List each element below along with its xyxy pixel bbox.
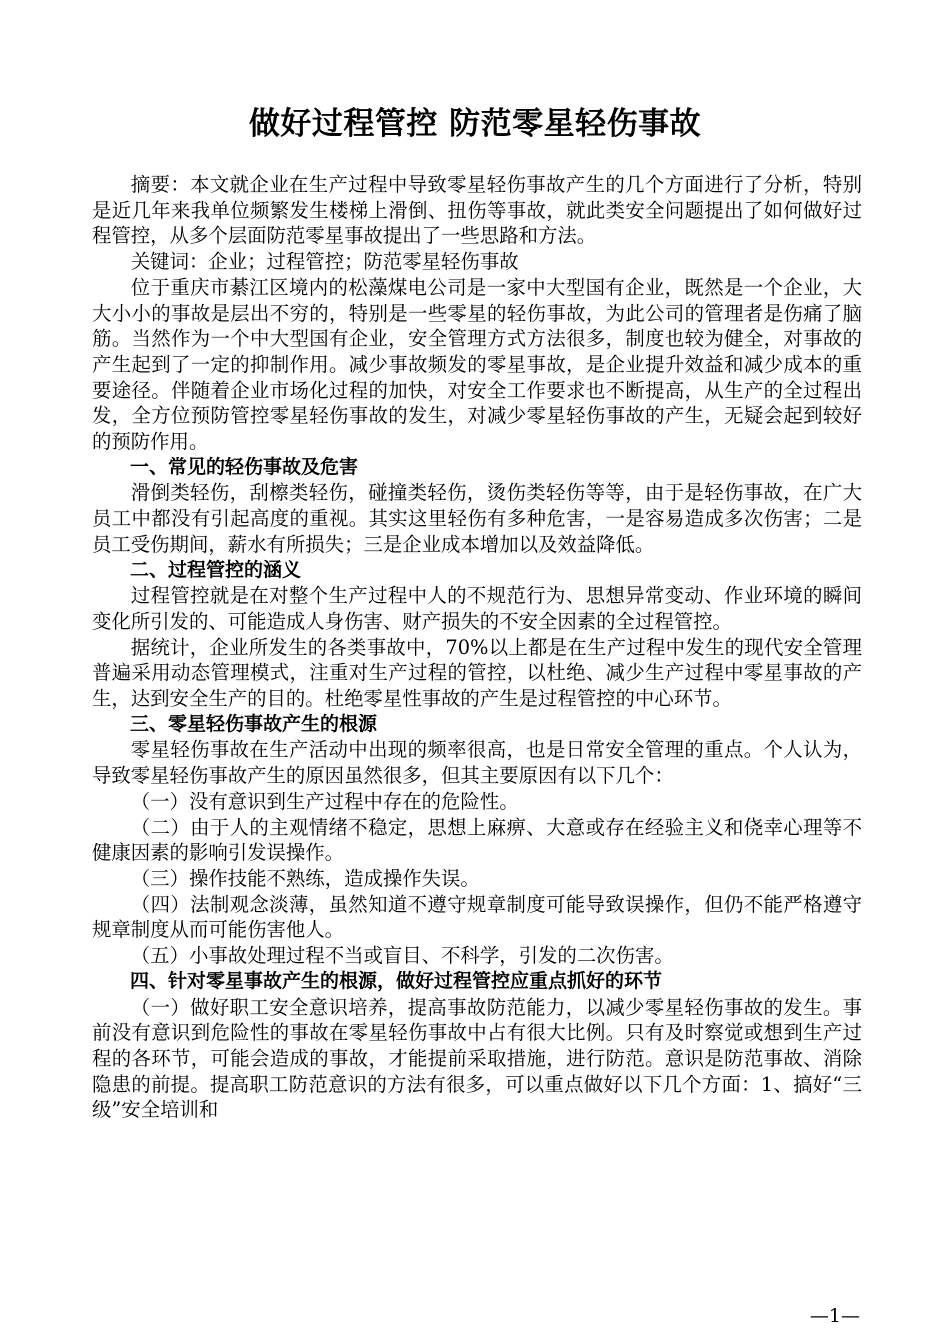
keywords-paragraph: 关键词：企业；过程管控；防范零星轻伤事故	[130, 250, 519, 274]
list-item: （五）小事故处理过程不当或盲目、不科学，引发的二次伤害。	[130, 944, 674, 968]
body-paragraph: 零星轻伤事故在生产活动中出现的频率很高，也是日常安全管理的重点。个人认为，导致零星轻伤事故产生的原因虽然很多，但其主要原因有以下几个：	[92, 738, 862, 788]
body-paragraph: （一）做好职工安全意识培养，提高事故防范能力，以减少零星轻伤事故的发生。事前没有意识到危险性的事故在零星轻伤事故中占有很大比例。只有及时察觉或想到生产过程的各环节，可能会造成的事故，才能提前采取措施，进行防范。意识是防范事故、消除隐患的前提。提高职工防范意识的方法有很多，可以重点做好以下几个方面：1、搞好“三级”安全培训和	[92, 995, 862, 1122]
section-heading: 二、过程管控的涵义	[130, 558, 302, 581]
document-body	[92, 172, 862, 1123]
list-item: （一）没有意识到生产过程中存在的危险性。	[130, 789, 519, 813]
section-heading: 三、零星轻伤事故产生的根源	[130, 712, 378, 735]
body-paragraph: 滑倒类轻伤，刮檫类轻伤，碰撞类轻伤，烫伤类轻伤等等，由于是轻伤事故，在广大员工中都没有引起高度的重视。其实这里轻伤有多种危害，一是容易造成多次伤害；二是员工受伤期间，薪水有所损失；三是企业成本增加以及效益降低。	[92, 481, 862, 556]
abstract-paragraph: 摘要：本文就企业在生产过程中导致零星轻伤事故产生的几个方面进行了分析，特别是近几年来我单位频繁发生楼梯上滑倒、扭伤等事故，就此类安全问题提出了如何做好过程管控，从多个层面防范零星事故提出了一些思路和方法。	[92, 173, 862, 248]
list-item: （三）操作技能不熟练，造成操作失误。	[130, 866, 480, 890]
body-paragraph: 据统计，企业所发生的各类事故中，70%以上都是在生产过程中发生的现代安全管理普遍采用动态管理模式，注重对生产过程的管控，以杜绝、减少生产过程中零星事故的产生，达到安全生产的目的。杜绝零星性事故的产生是过程管控的中心环节。	[92, 635, 862, 711]
page-number: —1—	[809, 1305, 860, 1327]
document-title: 做好过程管控 防范零星轻伤事故	[248, 106, 702, 142]
section-heading: 四、针对零星事故产生的根源，做好过程管控应重点抓好的环节	[130, 969, 663, 992]
list-item: （二）由于人的主观情绪不稳定，思想上麻痹、大意或存在经验主义和侥幸心理等不健康因素的影响引发误操作。	[92, 815, 862, 865]
section-heading: 一、常见的轻伤事故及危害	[130, 455, 359, 478]
body-paragraph: 位于重庆市綦江区境内的松藻煤电公司是一家中大型国有企业，既然是一个企业，大大小小的事故是层出不穷的，特别是一些零星的轻伤事故，为此公司的管理者是伤痛了脑筋。当然作为一个中大型国有企业，安全管理方式方法很多，制度也较为健全，对事故的产生起到了一定的抑制作用。减少事故频发的零星事故，是企业提升效益和减少成本的重要途径。伴随着企业市场化过程的加快，对安全工作要求也不断提高，从生产的全过程出发，全方位预防管控零星轻伤事故的发生，对减少零星轻伤事故的产生，无疑会起到较好的预防作用。	[92, 275, 862, 454]
list-item: （四）法制观念淡薄，虽然知道不遵守规章制度可能导致误操作，但仍不能严格遵守规章制度从而可能伤害他人。	[92, 892, 862, 942]
body-paragraph: 过程管控就是在对整个生产过程中人的不规范行为、思想异常变动、作业环境的瞬间变化所引发的、可能造成人身伤害、财产损失的不安全因素的全过程管控。	[92, 584, 862, 633]
